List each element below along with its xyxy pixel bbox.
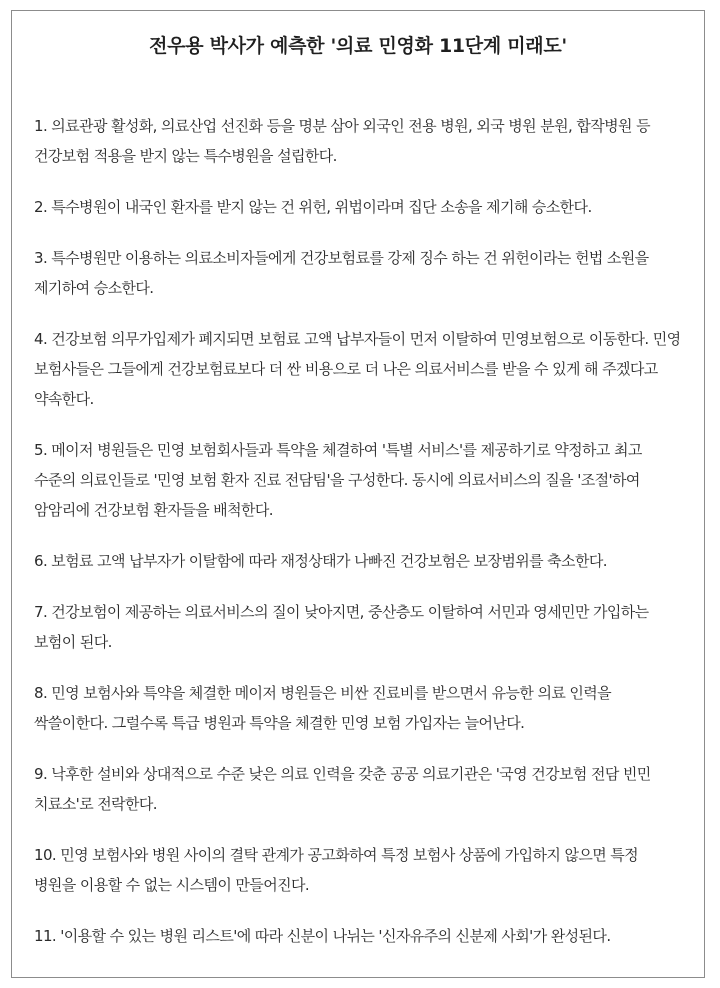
- list-item: 10. 민영 보험사와 병원 사이의 결탁 관계가 공고화하여 특정 보험사 상품에 가입하지 않으면 특정 병원을 이용할 수 없는 시스템이 만들어진다.: [34, 846, 639, 894]
- prediction-list: [34, 111, 682, 972]
- list-item: 5. 메이저 병원들은 민영 보험회사들과 특약을 체결하여 '특별 서비스'를 제공하기로 약정하고 최고 수준의 의료인들로 '민영 보험 환자 진료 전담팀'을 구성한다. 동시에 의료서비스의 질을 '조절'하여 암암리에 건강보험 환자들을 배척한다.: [34, 441, 642, 519]
- list-item: 3. 특수병원만 이용하는 의료소비자들에게 건강보험료를 강제 징수 하는 건 위헌이라는 헌법 소원을 제기하여 승소한다.: [34, 249, 649, 297]
- page-title: 전우용 박사가 예측한 '의료 민영화 11단계 미래도': [149, 35, 567, 57]
- list-item: 4. 건강보험 의무가입제가 폐지되면 보험료 고액 납부자들이 먼저 이탈하여 민영보험으로 이동한다. 민영 보험사들은 그들에게 건강보험료보다 더 싼 비용으로 더 나은 의료서비스를 받을 수 있게 해 주겠다고 약속한다.: [34, 330, 681, 408]
- list-item: 8. 민영 보험사와 특약을 체결한 메이저 병원들은 비싼 진료비를 받으면서 유능한 의료 인력을 싹쓸이한다. 그럴수록 특급 병원과 특약을 체결한 민영 보험 가입자는 늘어난다.: [34, 684, 612, 732]
- list-item: 2. 특수병원이 내국인 환자를 받지 않는 건 위헌, 위법이라며 집단 소송을 제기해 승소한다.: [34, 198, 592, 216]
- list-item: 7. 건강보험이 제공하는 의료서비스의 질이 낮아지면, 중산층도 이탈하여 서민과 영세민만 가입하는 보험이 된다.: [34, 603, 649, 651]
- list-item: 6. 보험료 고액 납부자가 이탈함에 따라 재정상태가 나빠진 건강보험은 보장범위를 축소한다.: [34, 552, 607, 570]
- list-item: 11. '이용할 수 있는 병원 리스트'에 따라 신분이 나뉘는 '신자유주의 신분제 사회'가 완성된다.: [34, 927, 611, 945]
- list-item: 9. 낙후한 설비와 상대적으로 수준 낮은 의료 인력을 갖춘 공공 의료기관은 '국영 건강보험 전담 빈민 치료소'로 전락한다.: [34, 765, 651, 813]
- document-frame: [11, 10, 705, 978]
- list-item: 1. 의료관광 활성화, 의료산업 선진화 등을 명분 삼아 외국인 전용 병원, 외국 병원 분원, 합작병원 등 건강보험 적용을 받지 않는 특수병원을 설립한다.: [34, 117, 650, 165]
